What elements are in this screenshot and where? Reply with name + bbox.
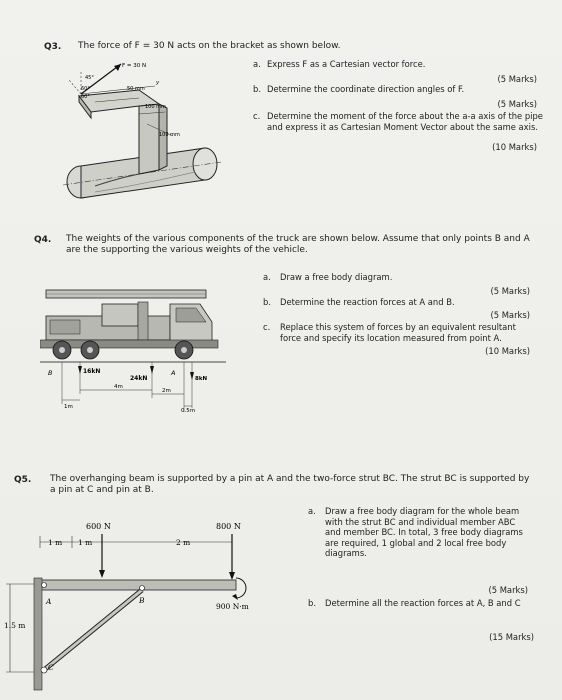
q3-bracket-figure: [55, 54, 225, 206]
q4-item-b-letter: b.: [263, 297, 271, 307]
q3-item-a-letter: a.: [253, 59, 261, 69]
q5-item-b-marks: (15 Marks): [489, 632, 534, 642]
q3-dim-100a: 100 mm: [145, 104, 166, 110]
q3-item-a-text: Express F as a Cartesian vector force.: [267, 59, 426, 69]
q5-dim-1m-b: 1 m: [78, 538, 93, 547]
q4-dim-4m: 4m: [114, 384, 123, 390]
q5-point-a: A: [46, 597, 52, 606]
q5-dim-15m: 1.5 m: [4, 621, 26, 630]
q3-prompt: The force of F = 30 N acts on the bracket as shown below.: [78, 41, 341, 51]
q4-item-c-marks: (10 Marks): [485, 346, 530, 356]
q4-dim-05m: 0.5m: [181, 408, 196, 412]
q3-item-b-marks: (5 Marks): [497, 99, 537, 109]
q3-item-b-text: Determine the coordinate direction angles of F.: [267, 84, 465, 94]
q5-item-a-marks: (5 Marks): [488, 585, 528, 595]
q4-load-16kn: 16kN: [83, 368, 101, 375]
q5-moment-900nm: 900 N·m: [216, 602, 249, 611]
q4-number: Q4.: [34, 235, 52, 245]
q5-item-a-letter: a.: [308, 506, 316, 516]
q4-item-a-marks: (5 Marks): [490, 286, 530, 296]
q5-point-b: B: [139, 596, 145, 605]
q5-load-600n: 600 N: [86, 522, 111, 531]
q4-truck-figure: [40, 282, 240, 412]
q5-number: Q5.: [14, 475, 32, 485]
q5-item-a-text: Draw a free body diagram for the whole beam with the strut BC and individual member ABC and member BC. In total, 3 free body diagrams are required, 1 global and 2 local free body diagrams.: [325, 506, 523, 558]
q3-number: Q3.: [44, 42, 62, 52]
q4-dim-2m: 2m: [162, 388, 171, 394]
q3-dim-50: 50 mm: [127, 86, 145, 92]
q4-load-24kn: 24kN: [130, 375, 148, 382]
q4-prompt: The weights of the various components of the truck are shown below. Assume that only points B and A are the supporting the various weights of the vehicle.: [66, 234, 530, 255]
q3-item-c-marks: (10 Marks): [492, 142, 537, 152]
q3-item-b-letter: b.: [253, 84, 261, 94]
q4-item-c-text: Replace this system of forces by an equivalent resultant force and specify its location measured from point A.: [280, 322, 516, 343]
q3-item-c-text: Determine the moment of the force about the a-a axis of the pipe and express it as Cartesian Moment Vector about the same axis.: [267, 111, 543, 132]
q4-item-c-letter: c.: [263, 322, 271, 332]
q5-point-c: C: [48, 663, 54, 672]
q4-point-a: A: [171, 369, 176, 377]
q4-dim-1m: 1m: [64, 404, 73, 410]
q3-axis-y: y: [156, 80, 160, 86]
q4-item-b-text: Determine the reaction forces at A and B.: [280, 297, 455, 307]
q4-item-b-marks: (5 Marks): [490, 310, 530, 320]
q4-item-a-text: Draw a free body diagram.: [280, 272, 393, 282]
q3-force-label: F = 30 N: [122, 63, 147, 69]
q5-beam-figure: [0, 512, 290, 696]
q5-item-b-letter: b.: [308, 598, 316, 608]
q4-point-b: B: [48, 369, 53, 377]
q4-item-a-letter: a.: [263, 272, 271, 282]
q3-angle-45: 45°: [85, 75, 94, 81]
q5-load-800n: 800 N: [216, 522, 241, 531]
q5-dim-2m: 2 m: [176, 538, 191, 547]
q3-item-a-marks: (5 Marks): [497, 74, 537, 84]
q3-angle-60b: 60°: [81, 94, 90, 100]
q3-item-c-letter: c.: [253, 111, 261, 121]
q5-item-b-text: Determine all the reaction forces at A, B and C: [325, 598, 521, 608]
q4-load-8kn: 8kN: [195, 376, 208, 382]
q3-dim-100b: 100 mm: [159, 132, 180, 138]
q3-angle-60a: 60°: [81, 86, 90, 92]
q5-prompt: The overhanging beam is supported by a pin at A and the two-force strut BC. The strut BC is supported by a pin at C and pin at B.: [50, 474, 530, 495]
q5-dim-1m-a: 1 m: [48, 538, 63, 547]
